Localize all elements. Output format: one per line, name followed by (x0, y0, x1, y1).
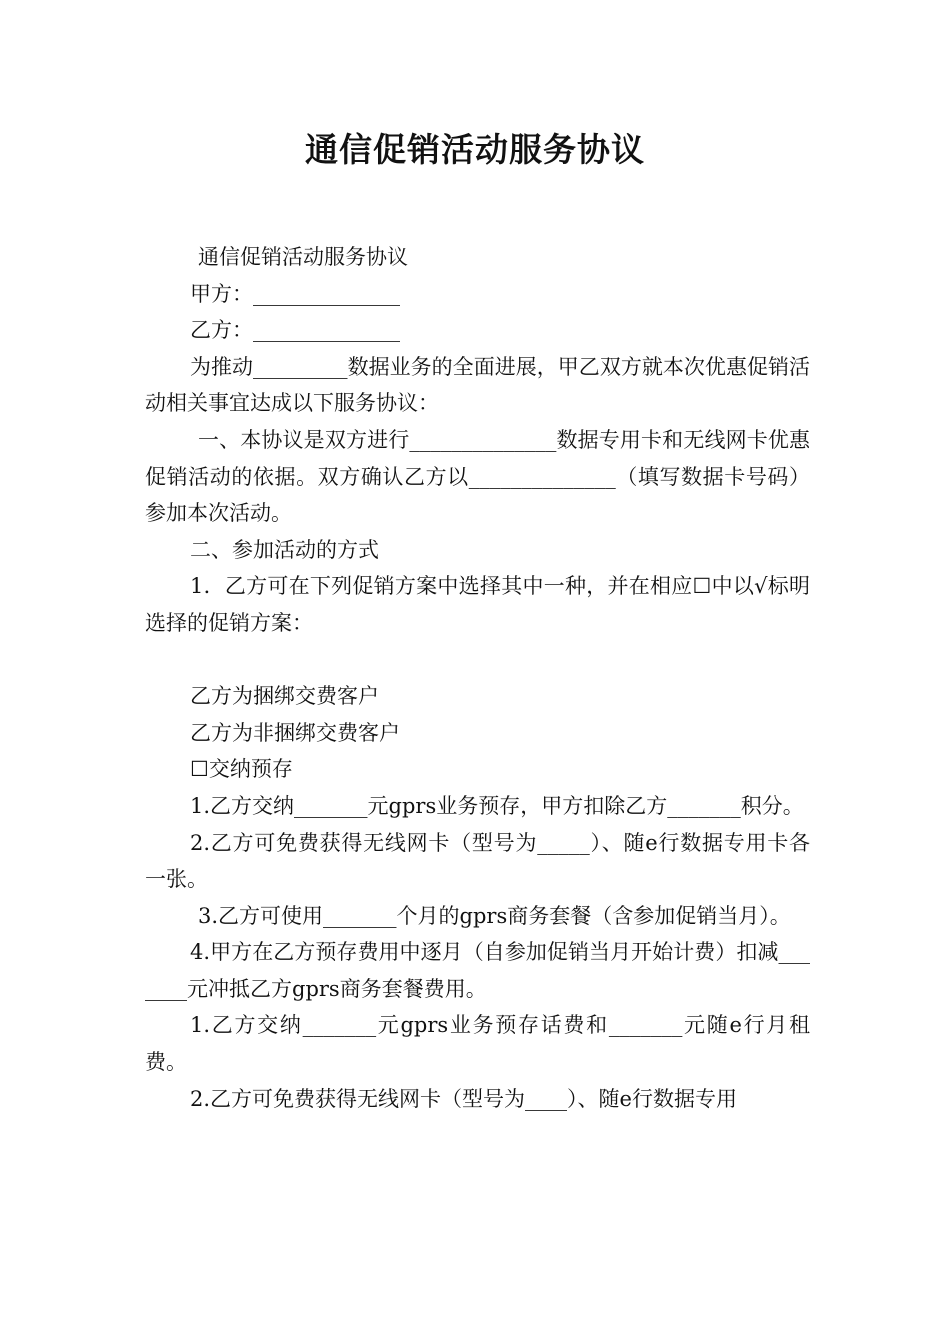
clause-1-paragraph: 一、本协议是双方进行______________数据专用卡和无线网卡优惠促销活动的依据。双方确认乙方以______________（填写数据卡号码）参加本次活动。 (145, 427, 810, 526)
preamble-paragraph: 为推动_________数据业务的全面进展，甲乙双方就本次优惠促销活动相关事宜达成以下服务协议： (145, 354, 810, 416)
blank-line (145, 642, 810, 679)
document-title: 通信促销活动服务协议 (305, 130, 645, 169)
agreement-subtitle: 通信促销活动服务协议 (198, 245, 408, 269)
party-b-line: 乙方：______________ (190, 318, 400, 343)
party-a-line: 甲方：______________ (190, 281, 400, 306)
clause-2-heading: 二、参加活动的方式 (190, 537, 379, 562)
prepay-item-2: 2.乙方可免费获得无线网卡（型号为_____）、随e行数据专用卡各一张。 (145, 830, 810, 892)
plan-b-item-1: 1.乙方交纳_______元gprs业务预存话费和_______元随e行月租费。 (145, 1013, 810, 1075)
plan-b-item-2: 2.乙方可免费获得无线网卡（型号为____）、随e行数据专用 (190, 1086, 737, 1111)
option-bundled-customer: 乙方为捆绑交费客户 (190, 684, 379, 709)
clause-2-item-1: 1．乙方可在下列促销方案中选择其中一种，并在相应☐中以√标明选择的促销方案： (145, 574, 810, 635)
option-prepay-checkbox: ☐交纳预存 (190, 757, 293, 782)
prepay-item-3: 3.乙方可使用_______个月的gprs商务套餐（含参加促销当月）。 (198, 903, 791, 928)
option-non-bundled-customer: 乙方为非捆绑交费客户 (190, 720, 400, 745)
prepay-item-4: 4.甲方在乙方预存费用中逐月（自参加促销当月开始计费）扣减_______元冲抵乙方gprs商务套餐费用。 (145, 940, 810, 1001)
document-body (145, 239, 810, 1117)
prepay-item-1: 1.乙方交纳_______元gprs业务预存，甲方扣除乙方_______积分。 (190, 793, 804, 818)
